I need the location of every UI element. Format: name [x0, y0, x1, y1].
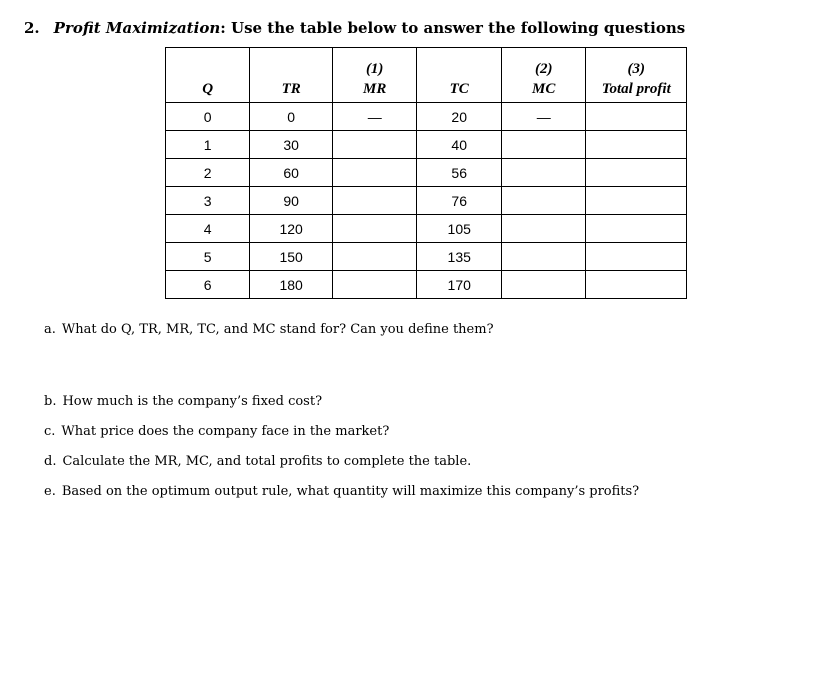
question-text: What do Q, TR, MR, TC, and MC stand for? Can you define them?	[61, 322, 494, 337]
cell-mc	[501, 187, 586, 215]
cell-mr	[332, 271, 417, 299]
question-text: Based on the optimum output rule, what quantity will maximize this company’s profits?	[61, 484, 640, 499]
cell-total-profit	[586, 103, 687, 131]
cell-q: 0	[166, 103, 250, 131]
cell-mr	[332, 243, 417, 271]
table-header-row	[166, 48, 687, 103]
cell-q: 1	[166, 131, 250, 159]
question-letter: e.	[44, 484, 56, 499]
cell-mr: —	[332, 103, 417, 131]
cell-total-profit	[586, 215, 687, 243]
table-row	[166, 215, 687, 243]
cell-q: 5	[166, 243, 250, 271]
question-a	[44, 322, 494, 337]
cell-tr: 60	[250, 159, 333, 187]
cell-tc: 76	[417, 187, 502, 215]
cell-tc: 170	[417, 271, 502, 299]
question-letter: a.	[44, 322, 56, 337]
question-instruction: : Use the table below to answer the following questions	[220, 19, 686, 37]
cell-mc	[501, 215, 586, 243]
cell-q: 3	[166, 187, 250, 215]
question-number: 2.	[24, 19, 40, 37]
question-letter: d.	[44, 454, 57, 469]
cell-tr: 180	[250, 271, 333, 299]
profit-table	[165, 47, 687, 299]
question-letter: b.	[44, 394, 57, 409]
cell-total-profit	[586, 131, 687, 159]
header-total-profit: (3) Total profit	[586, 48, 687, 103]
cell-mc: —	[501, 103, 586, 131]
table-row	[166, 187, 687, 215]
header-q: Q	[166, 48, 250, 103]
header-tr: TR	[250, 48, 333, 103]
header-mc: (2) MC	[501, 48, 586, 103]
cell-mr	[332, 131, 417, 159]
question-text: Calculate the MR, MC, and total profits to complete the table.	[62, 454, 472, 469]
cell-mc	[501, 159, 586, 187]
question-subject: Profit Maximization	[53, 19, 221, 37]
table-row	[166, 159, 687, 187]
question-b	[44, 394, 322, 409]
question-d	[44, 454, 471, 469]
table-row	[166, 131, 687, 159]
cell-total-profit	[586, 271, 687, 299]
cell-tc: 105	[417, 215, 502, 243]
cell-tc: 40	[417, 131, 502, 159]
table-row	[166, 243, 687, 271]
header-mr: (1) MR	[332, 48, 417, 103]
cell-tr: 120	[250, 215, 333, 243]
cell-tc: 20	[417, 103, 502, 131]
cell-total-profit	[586, 159, 687, 187]
cell-q: 4	[166, 215, 250, 243]
cell-mc	[501, 271, 586, 299]
cell-mr	[332, 159, 417, 187]
cell-mr	[332, 215, 417, 243]
table-row	[166, 271, 687, 299]
cell-tr: 150	[250, 243, 333, 271]
cell-total-profit	[586, 187, 687, 215]
cell-total-profit	[586, 243, 687, 271]
cell-tr: 90	[250, 187, 333, 215]
cell-q: 2	[166, 159, 250, 187]
cell-tc: 135	[417, 243, 502, 271]
question-heading	[24, 19, 685, 37]
question-c	[44, 424, 389, 439]
question-e	[44, 484, 639, 499]
cell-mc	[501, 131, 586, 159]
cell-tc: 56	[417, 159, 502, 187]
table-row	[166, 103, 687, 131]
cell-q: 6	[166, 271, 250, 299]
question-text: What price does the company face in the market?	[61, 424, 390, 439]
header-tc: TC	[417, 48, 502, 103]
cell-tr: 0	[250, 103, 333, 131]
cell-mc	[501, 243, 586, 271]
cell-tr: 30	[250, 131, 333, 159]
question-text: How much is the company’s fixed cost?	[62, 394, 323, 409]
question-letter: c.	[44, 424, 56, 439]
cell-mr	[332, 187, 417, 215]
